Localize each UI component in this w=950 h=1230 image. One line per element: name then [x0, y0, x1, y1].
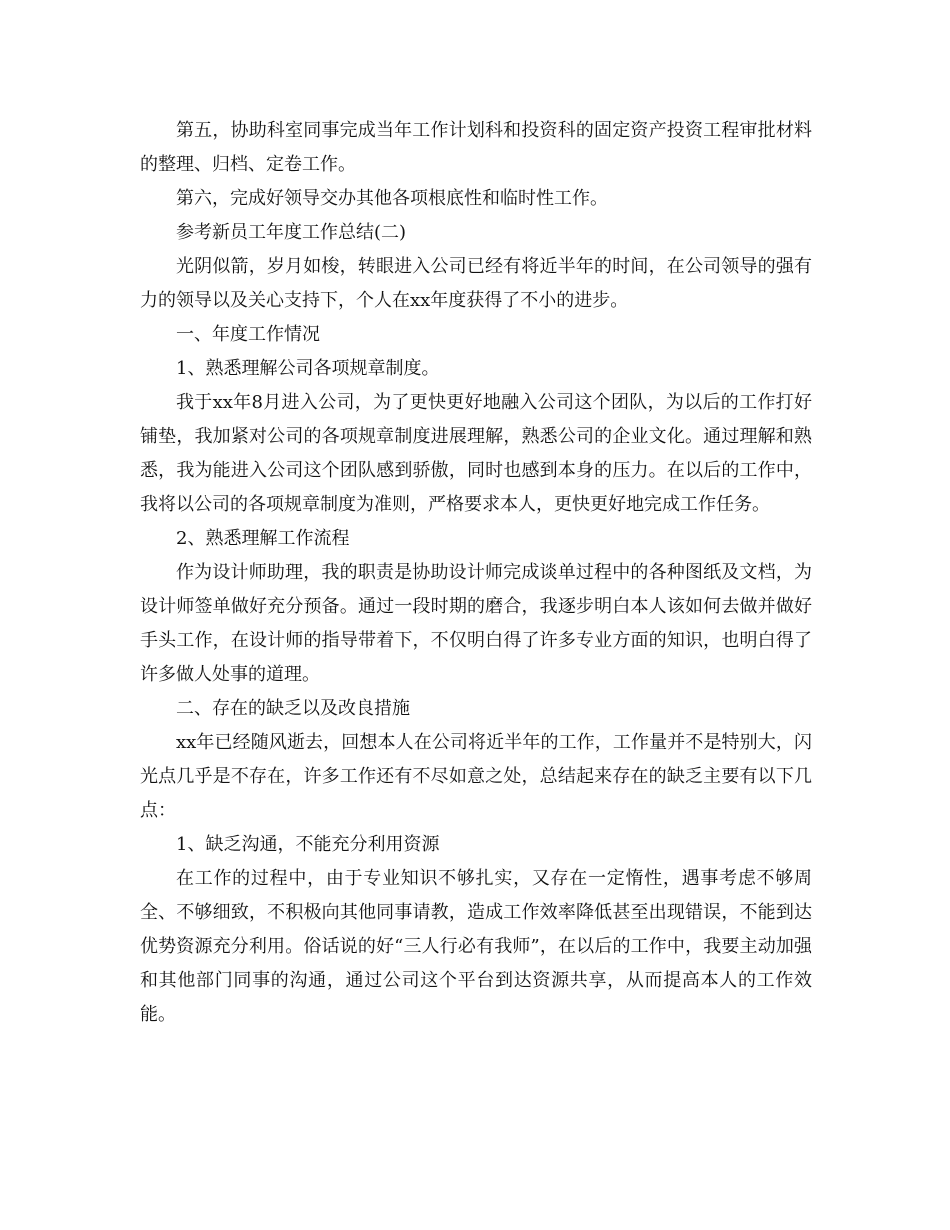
- paragraph-item-6-tasks: 第六，完成好领导交办其他各项根底性和临时性工作。: [176, 188, 608, 209]
- heading-shortcomings: 二、存在的缺乏以及改良措施: [176, 698, 410, 719]
- heading-annual-work: 一、年度工作情况: [176, 324, 320, 345]
- paragraph-item-5-coordination: 第五，协助科室同事完成当年工作计划科和投资科的固定资产投资工程审批材料的整理、归档、定卷工作。: [140, 120, 812, 175]
- paragraph-rules: 我于xx年8月进入公司，为了更快更好地融入公司这个团队，为以后的工作打好铺垫，我加紧对公司的各项规章制度进展理解，熟悉公司的企业文化。通过理解和熟悉，我为能进入公司这个团队感到骄傲，同时也感到本身的压力。在以后的工作中，我将以公司的各项规章制度为准则，严格要求本人，更快更好地完成工作任务。: [140, 392, 812, 515]
- paragraph-workflow: 作为设计师助理，我的职责是协助设计师完成谈单过程中的各种图纸及文档，为设计师签单做好充分预备。通过一段时期的磨合，我逐步明白本人该如何去做并做好手头工作，在设计师的指导带着下，不仅明白得了许多专业方面的知识，也明白得了许多做人处事的道理。: [140, 562, 812, 685]
- paragraph-shortcomings: xx年已经随风逝去，回想本人在公司将近半年的工作，工作量并不是特别大，闪光点几乎是不存在，许多工作还有不尽如意之处，总结起来存在的缺乏主要有以下几点：: [140, 732, 812, 821]
- subheading-rules: 1、熟悉理解公司各项规章制度。: [176, 358, 440, 379]
- paragraph-intro: 光阴似箭，岁月如梭，转眼进入公司已经有将近半年的时间，在公司领导的强有力的领导以及关心支持下，个人在xx年度获得了不小的进步。: [140, 256, 812, 311]
- section-title-summary-2: 参考新员工年度工作总结(二): [176, 222, 407, 243]
- subheading-communication: 1、缺乏沟通，不能充分利用资源: [176, 834, 440, 855]
- paragraph-communication: 在工作的过程中，由于专业知识不够扎实，又存在一定惰性，遇事考虑不够周全、不够细致，不积极向其他同事请教，造成工作效率降低甚至出现错误，不能到达优势资源充分利用。俗话说的好“三人行必有我师”，在以后的工作中，我要主动加强和其他部门同事的沟通，通过公司这个平台到达资源共享，从而提高本人的工作效能。: [140, 868, 812, 1025]
- subheading-workflow: 2、熟悉理解工作流程: [176, 528, 350, 549]
- document-body: [140, 114, 812, 1032]
